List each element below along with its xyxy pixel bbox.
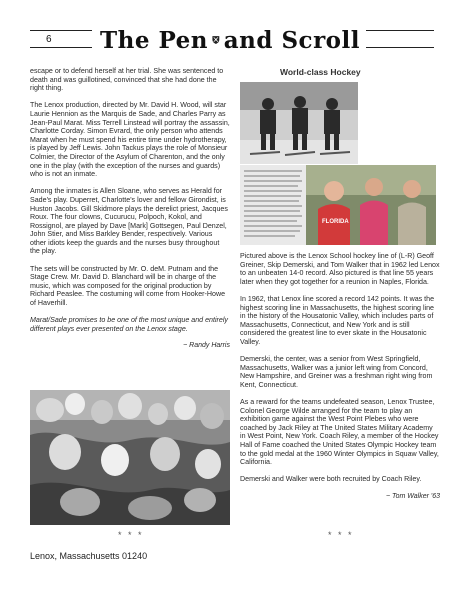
header-rule-right-top (366, 30, 434, 31)
right-paragraph-5: Demerski and Walker were both recruited by Coach Riley. (240, 475, 422, 484)
right-signature: ~ Tom Walker '63 (385, 492, 440, 500)
left-stars: * * * (118, 530, 144, 540)
header-rule-left-bottom (30, 47, 92, 48)
left-paragraph-2: The Lenox production, directed by Mr. David H. Wood, will star Laurie Hennion as the Marquis de Sade, and Charles Parry as Jean-Paul Marat. Miss Terrell Linstead will portray the assassin, Charlotte Corday. Simon Evrard, the only person who attends Marat when he must spend his entire time under hydrotherapy, is played by Jeff Lewis. John Tackus plays the role of Monsieur Colmier, the Director of the Asylum of Charenton, and the only one in the play (with the exception of the nurses and guards) who is not an inmate. (30, 101, 230, 179)
reunion-shirt-text: FLORIDA (322, 219, 349, 225)
left-column (30, 67, 230, 351)
crest-icon (212, 30, 220, 50)
left-paragraph-1: escape or to defend herself at her trial. She was sentenced to death and was guillotined, convinced that she had done the right thing. (30, 67, 224, 93)
footer-address: Lenox, Massachusetts 01240 (30, 551, 148, 561)
right-paragraph-1: Pictured above is the Lenox School hockey line of (L-R) Geoff Greiner, Skip Demerski, and Tom Walker that in 1962 led Lenox to an unbeaten 14-0 record. Also pictured is that line 55 years later when they got together for a reunion in Naples, Florida. (240, 252, 440, 286)
left-signature: ~ Randy Harris (183, 342, 230, 349)
hockey-line-caption-clipping (240, 165, 306, 245)
right-paragraph-4: As a reward for the teams undefeated season, Lenox Trustee, Colonel George Wilde arranged for the team to play an exhibition game against the West Point Plebes who were coached by Jack Riley at The United States Military Academy in West Point, New York. Coach Riley, a member of the Hockey Hall of Fame coached the United States Olympic Hockey team to the gold medal at the 1960 Winter Olympics in Squaw Valley, California. (240, 398, 439, 467)
hockey-section-title: World-class Hockey (280, 67, 361, 77)
masthead-right-text: and Scroll (223, 26, 360, 54)
right-paragraph-2: In 1962, that Lenox line scored a record 142 points. It was the highest scoring line in Massachusetts, the highest scoring line in the history of the Housatonic Valley, which includes parts of Massachusetts, Connecticut, and New York and is still considered the greatest line to ever skate in the Housatonic Valley. (240, 294, 435, 346)
header-rule-right-bottom (366, 47, 434, 48)
masthead-left-text: The Pen (100, 26, 209, 54)
masthead-title (100, 24, 360, 56)
right-column (240, 252, 440, 501)
hockey-line-1962-photo (240, 82, 358, 164)
right-stars: * * * (328, 530, 354, 540)
left-paragraph-4: The sets will be constructed by Mr. O. deM. Putnam and the Stage Crew. Mr. David D. Blanchard will be in charge of the music, which was composed for the original production by Richard Peaslee. The costuming will come from Hooker-Howe of Haverhill. (30, 264, 226, 308)
hockey-reunion-photo (306, 165, 436, 245)
left-paragraph-5: Marat/Sade promises to be one of the most unique and entirely different plays ever presented on the Lenox stage. (30, 316, 228, 333)
right-paragraph-3: Demerski, the center, was a senior from West Springfield, Massachusetts, Walker was a junior left wing from Concord, New Hampshire, and Greiner was a freshman right wing from Kent, Connecticut. (240, 355, 433, 389)
play-cast-photo (30, 390, 230, 525)
page-number: 6 (46, 34, 52, 45)
left-paragraph-3: Among the inmates is Allen Sloane, who serves as Herald for Sade's play. Duperret, Charlotte's lover and fellow Girondist, is Huston Jacobs. Gill Skidmore plays the derelict priest, Jacques Roux. The four clowns, Cucurucu, Polpoch, Kokol, and Rossignol, are played by Dave [Mark] Gottsegen, Paul Denzel, John Stier, and Miss Barkley Bender, respectively. Various other idiots keep the guards and the nurses busy throughout the play. (30, 187, 228, 256)
header-rule-left-top (30, 30, 92, 31)
